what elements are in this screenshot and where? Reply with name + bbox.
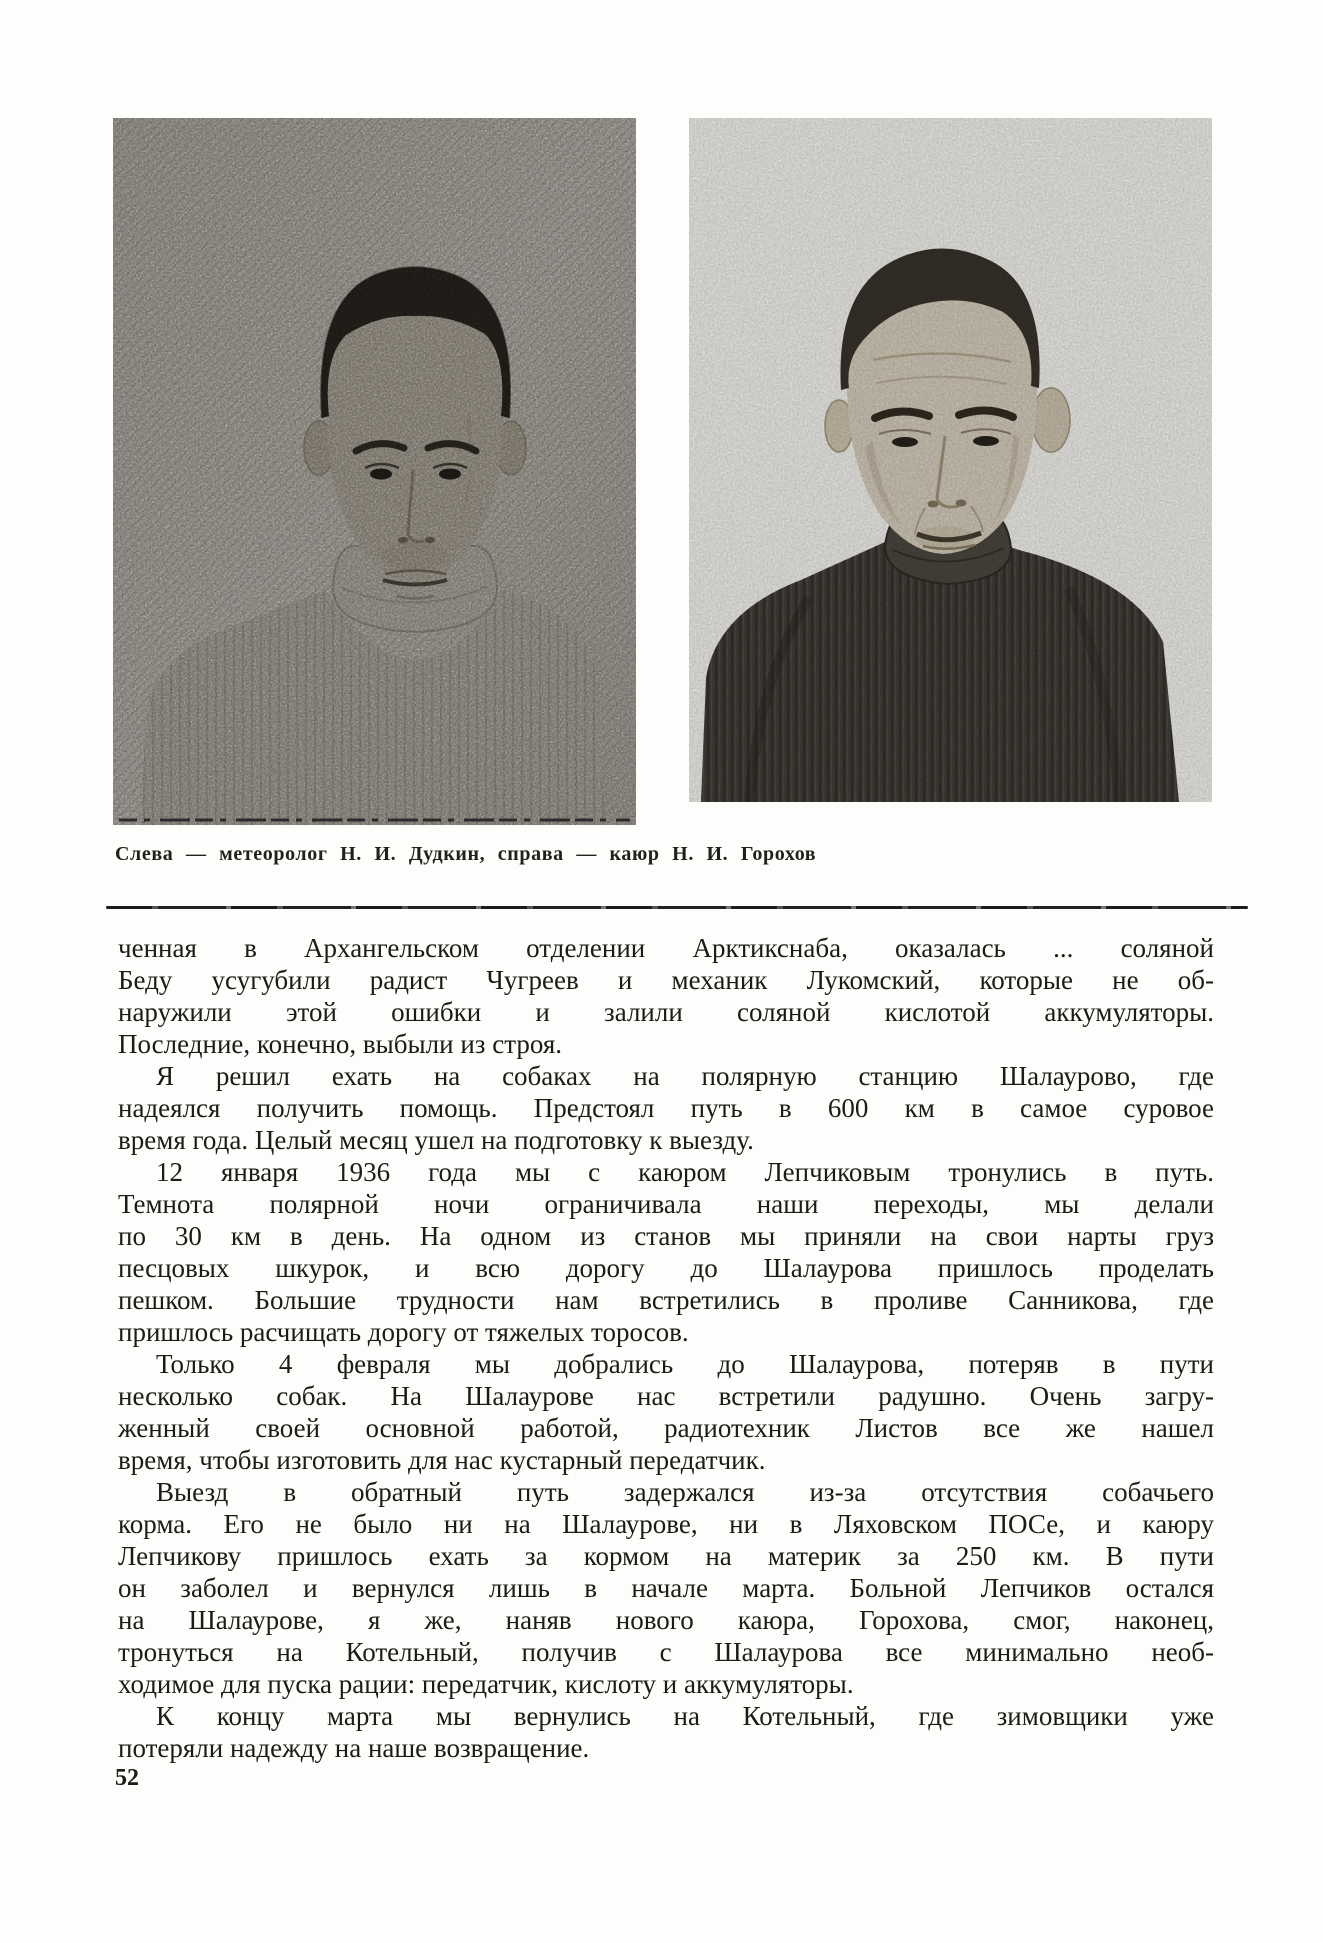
text-line: он заболел и вернулся лишь в начале марта. Больной Лепчиков остался [118,1573,1214,1603]
text-line: пришлось расчищать дорогу от тяжелых торосов. [118,1317,689,1347]
text-line: Беду усугубили радист Чугреев и механик Лукомский, которые не об- [118,965,1214,995]
text-line: корма. Его не было ни на Шалаурове, ни в Ляховском ПОСе, и каюру [118,1509,1214,1539]
text-line: Только 4 февраля мы добрались до Шалаурова, потеряв в пути [156,1349,1214,1379]
text-line: потеряли надежду на наше возвращение. [118,1733,590,1763]
text-line: Темнота полярной ночи ограничивала наши переходы, мы делали [118,1189,1214,1219]
text-line: время, чтобы изготовить для нас кустарный передатчик. [118,1445,766,1475]
text-line: ченная в Архангельском отделении Арктикснаба, оказалась ... соляной [118,933,1214,963]
text-line: тронуться на Котельный, получив с Шалаурова все минимально необ- [118,1637,1214,1667]
text-line: 12 января 1936 года мы с каюром Лепчиковым тронулись в путь. [156,1157,1214,1187]
text-line: Лепчикову пришлось ехать за кормом на материк за 250 км. В пути [118,1541,1214,1571]
text-line: по 30 км в день. На одном из станов мы приняли на свои нарты груз [118,1221,1214,1251]
text-line: несколько собак. На Шалаурове нас встретили радушно. Очень загру- [118,1381,1214,1411]
figure-caption: Слева — метеоролог Н. И. Дудкин, справа — каюр Н. И. Горохов [115,843,817,865]
text-line: время года. Целый месяц ушел на подготовку к выезду. [118,1125,754,1155]
portrait-gorokhov-image [689,118,1212,802]
text-line: женный своей основной работой, радиотехник Листов все же нашел [118,1413,1214,1443]
text-line: пешком. Большие трудности нам встретились в проливе Санникова, где [118,1285,1214,1315]
portrait-dudkin-photo [113,118,636,825]
text-line: на Шалаурове, я же, наняв нового каюра, Горохова, смог, наконец, [118,1605,1214,1635]
portrait-gorokhov-photo [689,118,1212,802]
horizontal-rule [106,906,1248,909]
text-line: ходимое для пуска рации: передатчик, кислоту и аккумуляторы. [118,1669,854,1699]
portrait-dudkin-image [113,118,636,825]
body-text [118,932,1214,1764]
text-line: Выезд в обратный путь задержался из-за отсутствия собачьего [156,1477,1214,1507]
text-line: К концу марта мы вернулись на Котельный, где зимовщики уже [156,1701,1214,1731]
text-line: наружили этой ошибки и залили соляной кислотой аккумуляторы. [118,997,1214,1027]
page-number: 52 [115,1765,139,1791]
text-line: песцовых шкурок, и всю дорогу до Шалаурова пришлось проделать [118,1253,1214,1283]
text-line: Последние, конечно, выбыли из строя. [118,1029,562,1059]
text-line: надеялся получить помощь. Предстоял путь в 600 км в самое суровое [118,1093,1214,1123]
text-line: Я решил ехать на собаках на полярную станцию Шалаурово, где [156,1061,1214,1091]
